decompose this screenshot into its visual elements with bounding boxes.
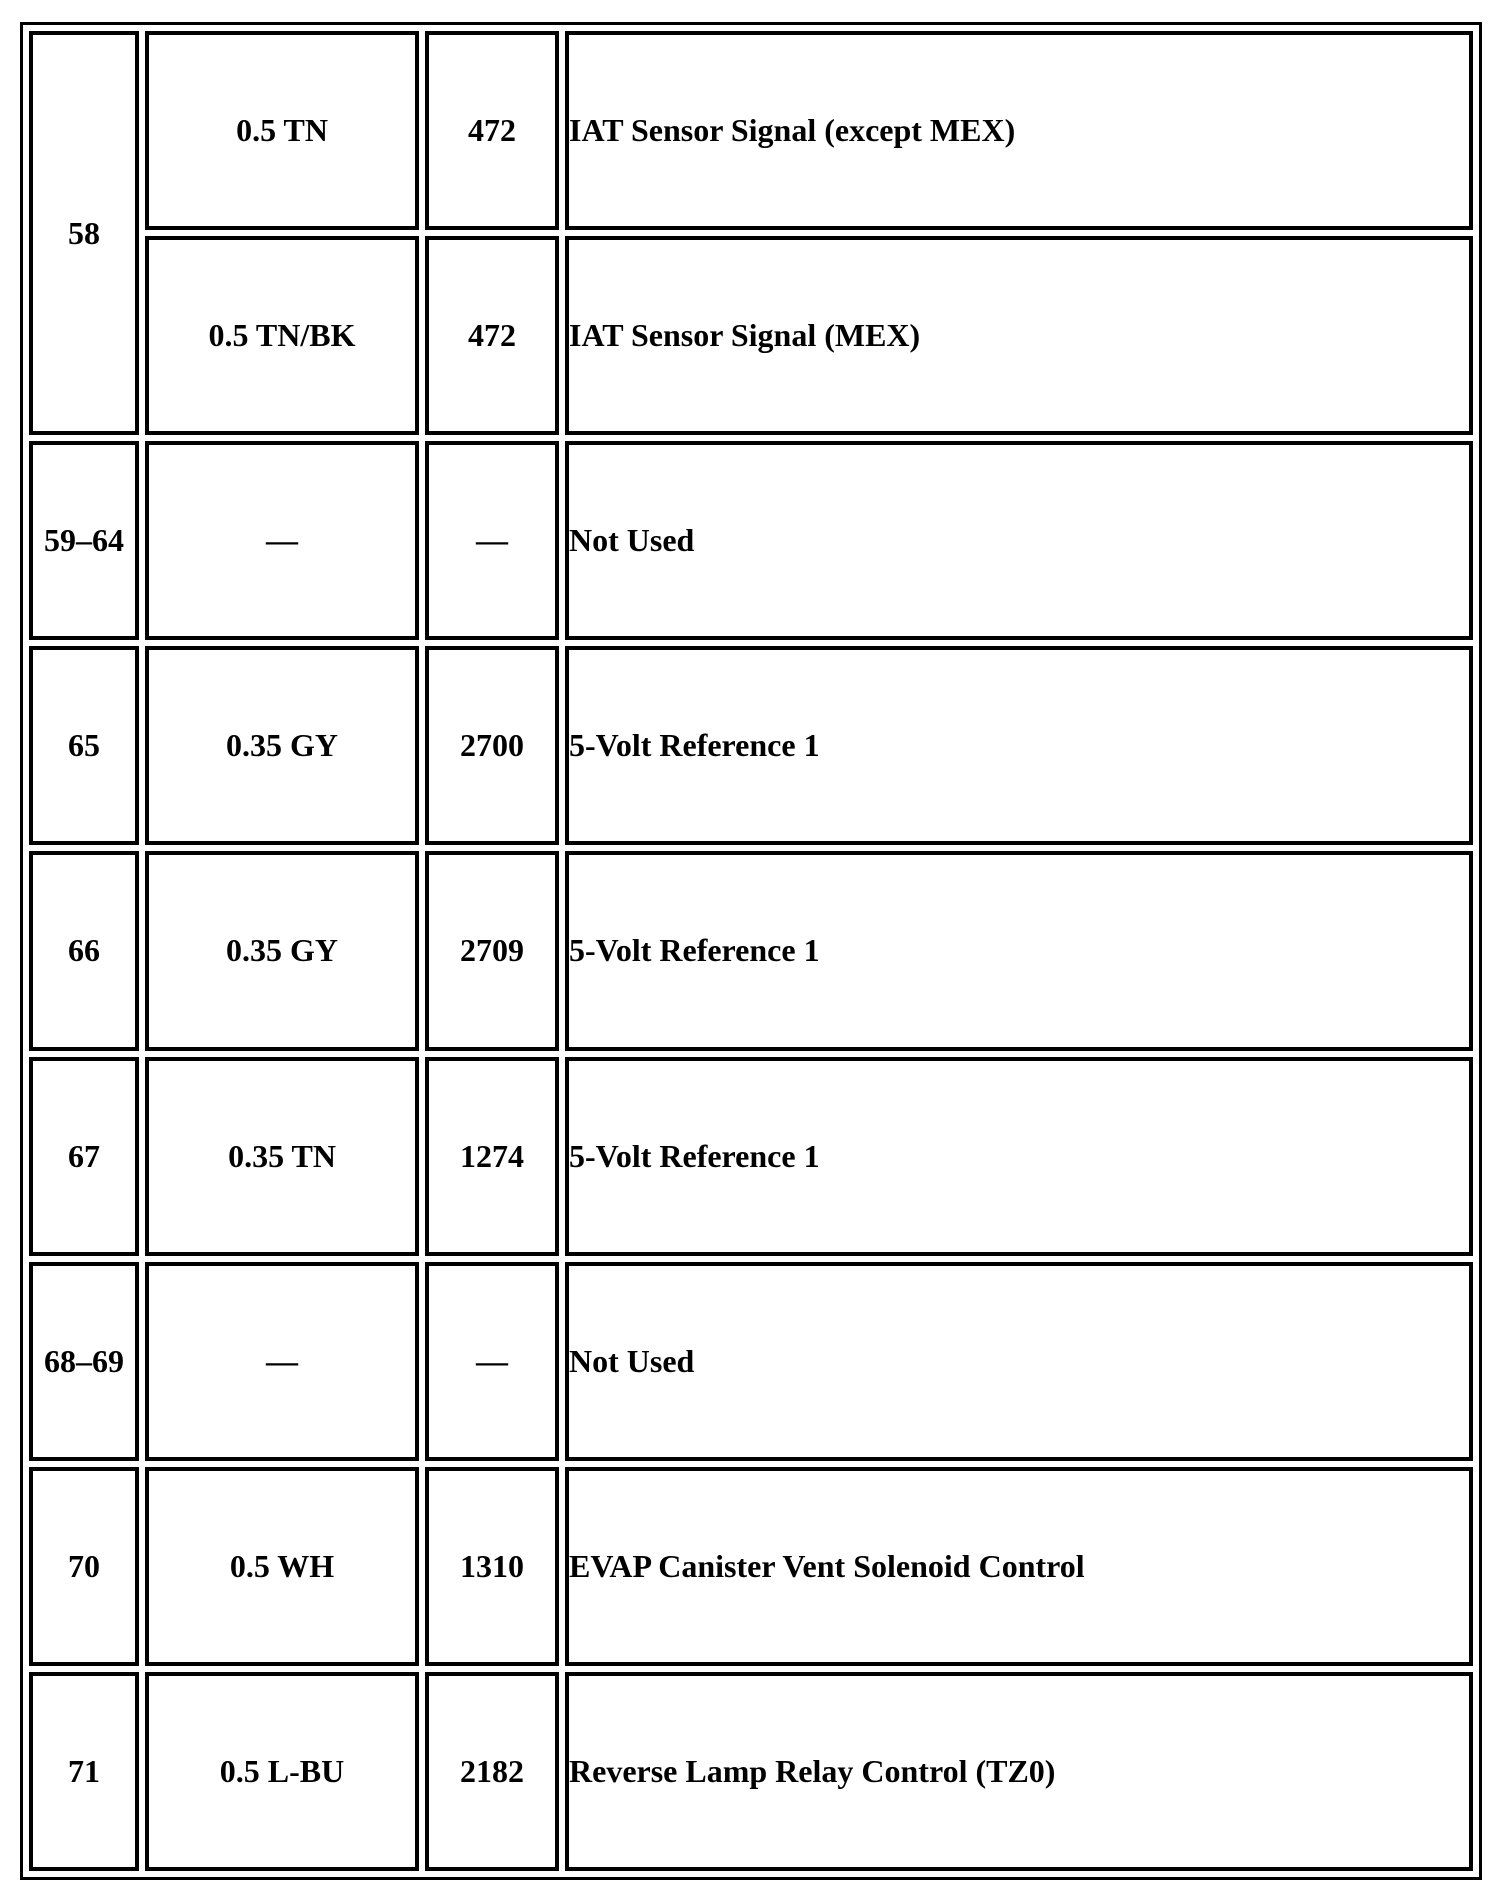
table-row [29,1262,1473,1461]
table-row [29,236,1473,435]
circuit-number-cell: 2182 [425,1672,559,1871]
pin-cell: 70 [29,1467,139,1666]
circuit-number-cell: — [425,441,559,640]
circuit-number-cell: 1310 [425,1467,559,1666]
circuit-number-cell: 472 [425,236,559,435]
function-cell: Not Used [565,1262,1473,1461]
function-cell: Reverse Lamp Relay Control (TZ0) [565,1672,1473,1871]
pin-cell: 66 [29,851,139,1050]
table-row [29,31,1473,230]
table-row [29,851,1473,1050]
function-cell: 5-Volt Reference 1 [565,646,1473,845]
circuit-number-cell: 472 [425,31,559,230]
pin-cell: 71 [29,1672,139,1871]
wire-color-cell: — [145,1262,419,1461]
circuit-number-cell: — [425,1262,559,1461]
circuit-number-cell: 1274 [425,1057,559,1256]
function-cell: Not Used [565,441,1473,640]
pin-cell: 59–64 [29,441,139,640]
wire-color-cell: 0.5 TN/BK [145,236,419,435]
pin-cell: 67 [29,1057,139,1256]
function-cell: EVAP Canister Vent Solenoid Control [565,1467,1473,1666]
table-row [29,1467,1473,1666]
wire-color-cell: 0.35 GY [145,851,419,1050]
pin-cell: 65 [29,646,139,845]
wire-color-cell: 0.35 TN [145,1057,419,1256]
pin-cell: 58 [29,31,139,435]
circuit-number-cell: 2709 [425,851,559,1050]
table-row [29,441,1473,640]
connector-pinout-table [23,25,1479,1877]
function-cell: IAT Sensor Signal (except MEX) [565,31,1473,230]
table-row [29,1672,1473,1871]
circuit-number-cell: 2700 [425,646,559,845]
wire-color-cell: 0.35 GY [145,646,419,845]
table-row [29,646,1473,845]
function-cell: IAT Sensor Signal (MEX) [565,236,1473,435]
function-cell: 5-Volt Reference 1 [565,1057,1473,1256]
pin-cell: 68–69 [29,1262,139,1461]
wire-color-cell: 0.5 TN [145,31,419,230]
wire-color-cell: 0.5 L-BU [145,1672,419,1871]
wire-color-cell: 0.5 WH [145,1467,419,1666]
wire-color-cell: — [145,441,419,640]
table-row [29,1057,1473,1256]
function-cell: 5-Volt Reference 1 [565,851,1473,1050]
